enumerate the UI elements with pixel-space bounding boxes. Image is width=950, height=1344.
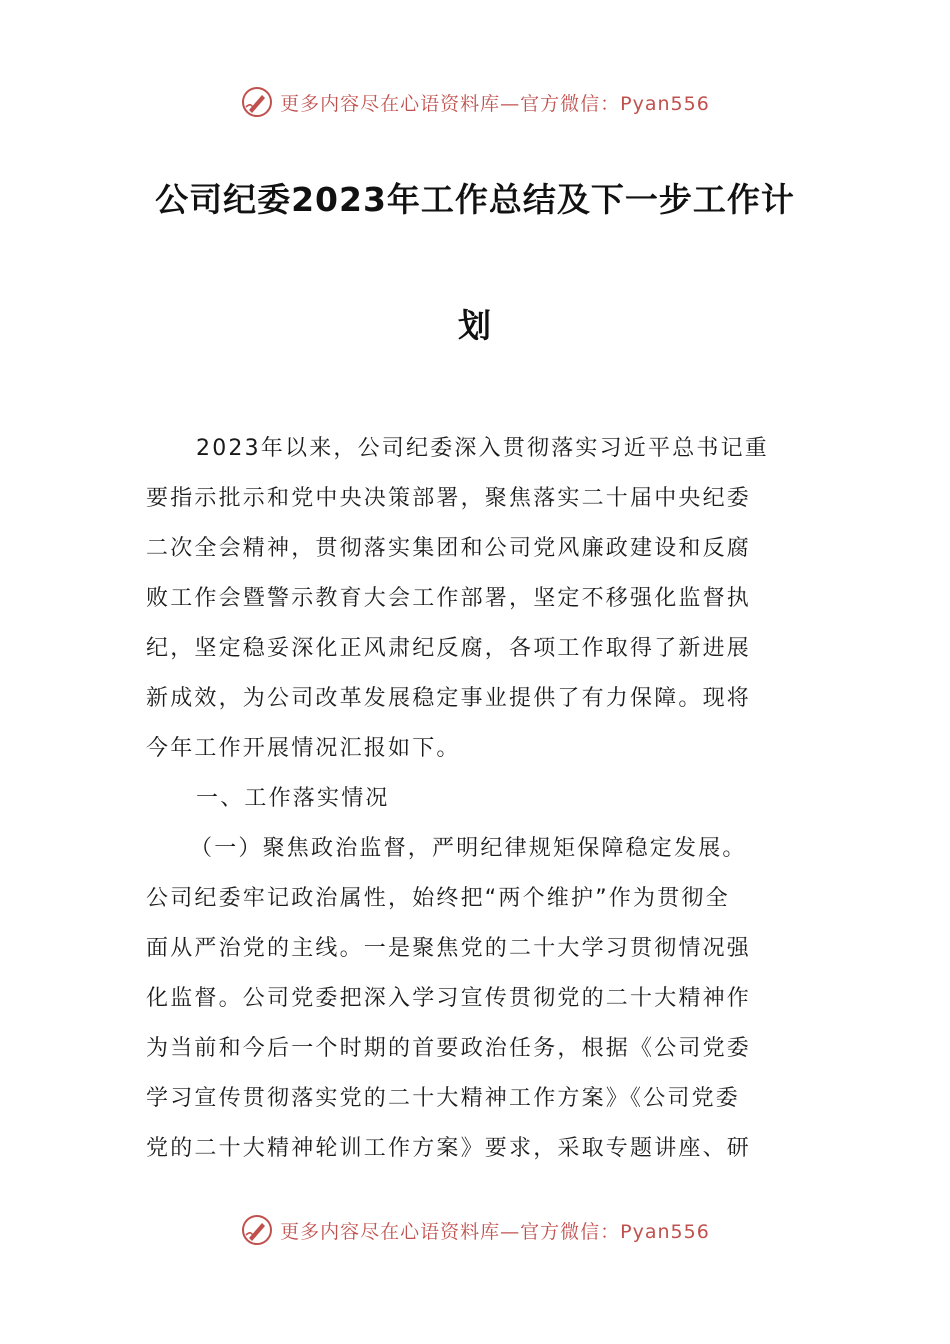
- header-banner: [0, 82, 950, 122]
- body-line: 公司纪委牢记政治属性，始终把“两个维护”作为贯彻全: [146, 886, 730, 911]
- pen-logo-icon: [240, 1213, 274, 1247]
- body-line: 为当前和今后一个时期的首要政治任务，根据《公司党委: [146, 1036, 752, 1061]
- body-line: 新成效，为公司改革发展稳定事业提供了有力保障。现将: [146, 686, 752, 711]
- body-line: 面从严治党的主线。一是聚焦党的二十大学习贯彻情况强: [146, 936, 752, 961]
- section-heading: 一、工作落实情况: [196, 786, 390, 811]
- pen-logo-icon: [240, 85, 274, 119]
- body-line: 要指示批示和党中央决策部署，聚焦落实二十届中央纪委: [146, 486, 752, 511]
- banner-label: 更多内容尽在心语资料库—官方微信：: [280, 1220, 621, 1243]
- body-line: 纪，坚定稳妥深化正风肃纪反腐，各项工作取得了新进展: [146, 636, 752, 661]
- body-line: 学习宣传贯彻落实党的二十大精神工作方案》《公司党委: [146, 1086, 741, 1111]
- body-line: 败工作会暨警示教育大会工作部署，坚定不移强化监督执: [146, 586, 752, 611]
- banner-text: [280, 1217, 710, 1244]
- subsection-heading: （一）聚焦政治监督，严明纪律规矩保障稳定发展。: [190, 836, 747, 861]
- wechat-id: Pyan556: [620, 1220, 710, 1243]
- body-line: 化监督。公司党委把深入学习宣传贯彻党的二十大精神作: [146, 986, 752, 1011]
- document-title-line-1: 公司纪委2023年工作总结及下一步工作计: [155, 180, 795, 219]
- document-body: [146, 424, 806, 1174]
- body-line: 党的二十大精神轮训工作方案》要求，采取专题讲座、研: [146, 1136, 752, 1161]
- body-line: 2023年以来，公司纪委深入贯彻落实习近平总书记重: [196, 436, 769, 461]
- wechat-id: Pyan556: [620, 92, 710, 115]
- document-title-line-2: 划: [458, 306, 492, 345]
- banner-text: [280, 89, 710, 116]
- banner-label: 更多内容尽在心语资料库—官方微信：: [280, 92, 621, 115]
- body-line: 二次全会精神，贯彻落实集团和公司党风廉政建设和反腐: [146, 536, 752, 561]
- body-line: 今年工作开展情况汇报如下。: [146, 736, 461, 761]
- footer-banner: [0, 1210, 950, 1250]
